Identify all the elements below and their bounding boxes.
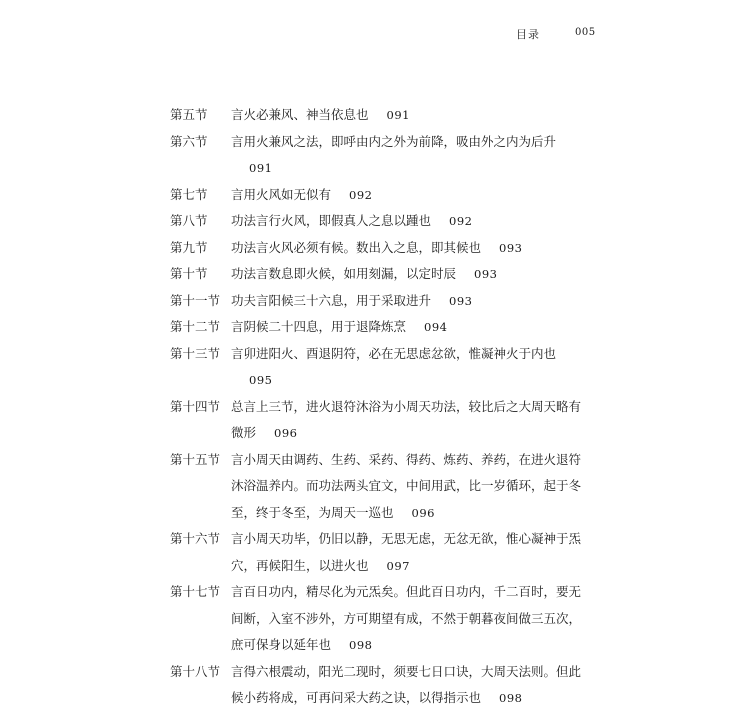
page-number: 098	[499, 691, 523, 705]
section-label: 第十四节	[170, 398, 221, 414]
section-title: 言阴候二十四息，用于退降炼烹	[231, 319, 407, 334]
toc-entry[interactable]	[170, 341, 590, 394]
page-number: 092	[449, 214, 473, 228]
section-label: 第八节	[170, 213, 208, 228]
page-number: 093	[474, 267, 498, 281]
section-label: 第十二节	[170, 319, 221, 334]
section-label: 第七节	[170, 186, 208, 202]
section-title: 言小周天功毕，仍旧以静，无思无虑，无忿无欲，惟心凝神于炁穴，再候阳生，以进火也	[231, 531, 582, 573]
section-title: 言得六根震动，阳光二现时，须要七日口诀，大周天法则。但此候小药将成，可再问采大药之诀，以得指示也	[231, 663, 582, 705]
section-title: 言百日功内，精尽化为元炁矣。但此百日功内，千二百时，要无间断，入室不涉外，方可期望有成，不然于朝暮夜间做三五次，庶可保身以延年也	[231, 584, 582, 652]
section-label: 第十八节	[170, 663, 221, 679]
toc-entry[interactable]	[170, 208, 590, 235]
section-title: 总言上三节，进火退符沐浴为小周天功法，较比后之大周天略有微形	[231, 398, 582, 440]
toc-entry[interactable]	[170, 102, 590, 129]
section-label: 第九节	[170, 239, 208, 255]
page-number: 096	[411, 505, 435, 520]
section-label: 第十六节	[170, 531, 221, 546]
toc-entry[interactable]	[170, 129, 590, 182]
section-title: 功法言数息即火候，如用刻漏，以定时辰	[231, 266, 457, 281]
header-page-number: 005	[575, 27, 596, 38]
section-title: 功夫言阳候三十六息，用于采取进升	[231, 292, 432, 308]
page-number: 091	[249, 161, 273, 175]
page-number: 091	[386, 108, 410, 122]
toc-entry[interactable]	[170, 579, 590, 659]
page-number: 096	[274, 426, 298, 440]
section-title: 功法言行火风，即假真人之息以踵也	[231, 213, 432, 228]
toc-entry[interactable]	[170, 261, 590, 288]
header-title: 目录	[516, 28, 540, 41]
section-title: 功法言火风必须有候。数出入之息，即其候也	[231, 239, 482, 255]
section-title: 言用火兼风之法，即呼由内之外为前降，吸由外之内为后升	[231, 133, 557, 149]
table-of-contents	[170, 102, 590, 712]
page-number: 094	[424, 320, 448, 334]
toc-entry[interactable]	[170, 182, 590, 209]
toc-entry[interactable]	[170, 314, 590, 341]
section-title: 言用火风如无似有	[231, 186, 332, 202]
toc-entry[interactable]	[170, 288, 590, 315]
section-title: 言卯进阳火、酉退阴符，必在无思虑忿欲，惟凝神火于内也	[231, 345, 557, 361]
toc-entry[interactable]	[170, 447, 590, 527]
section-label: 第五节	[170, 107, 208, 122]
section-title: 言火必兼风、神当依息也	[231, 107, 369, 122]
section-title: 言小周天由调药、生药、采药、得药、炼药、养药，在进火退符沐浴温养内。而功法两头宜文，中间用武，比一岁循环，起于冬至，终于冬至，为周天一巡也	[231, 451, 582, 520]
page-number: 097	[386, 558, 410, 573]
section-label: 第十五节	[170, 451, 221, 467]
section-label: 第十七节	[170, 584, 221, 599]
toc-entry[interactable]	[170, 394, 590, 447]
section-label: 第十节	[170, 266, 208, 281]
section-label: 第十一节	[170, 292, 221, 308]
page-number: 093	[449, 293, 473, 308]
toc-entry[interactable]	[170, 235, 590, 262]
running-header	[0, 26, 730, 44]
toc-entry[interactable]	[170, 526, 590, 579]
page-number: 093	[499, 240, 523, 255]
section-label: 第十三节	[170, 345, 221, 361]
toc-entry[interactable]	[170, 659, 590, 712]
page-number: 092	[349, 187, 373, 202]
page-number: 098	[349, 638, 373, 652]
page-number: 095	[249, 373, 273, 387]
section-label: 第六节	[170, 133, 208, 149]
